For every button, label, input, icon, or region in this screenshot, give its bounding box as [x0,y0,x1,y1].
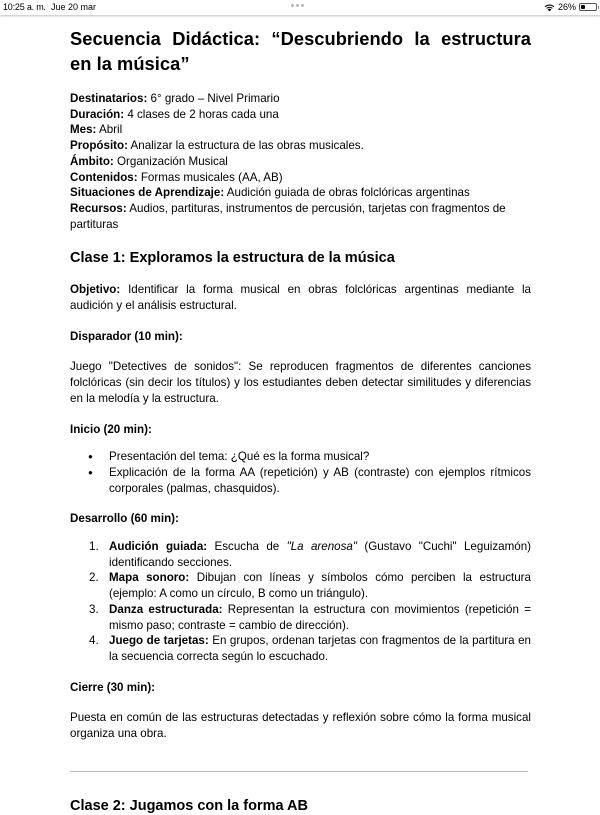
objetivo-paragraph [70,282,531,313]
battery-percent: 26% [557,2,576,12]
meta-mes [70,122,531,138]
list-number: 1. [89,540,99,554]
list-item [89,539,531,570]
meta-ambito [70,154,531,170]
list-item [89,570,531,601]
battery-fill [581,5,585,9]
status-time: 10:25 a. m. [3,2,46,12]
list-number: 3. [89,602,99,616]
list-number: 2. [89,571,99,585]
step-label: Mapa sonoro: [109,571,190,585]
disparador-heading: Disparador (10 min): [70,329,183,343]
meta-contenidos [70,170,531,186]
meta-label: Ámbito: [70,154,114,168]
document-page [70,26,531,815]
cierre-heading: Cierre (30 min): [70,680,156,694]
disparador-text: Juego "Detectives de sonidos": Se reproducen fragmentos de diferentes canciones folclóricas (sin decir los títulos) y los estudiantes deben detectar similitudes y diferencias en la melodía y la estructura. [70,360,531,405]
meta-label: Mes: [70,123,97,137]
meta-value: Analizar la estructura de las obras musicales. [127,139,364,153]
meta-label: Duración: [70,107,125,121]
desarrollo-list [70,539,531,665]
song-title: "La arenosa" [286,540,357,554]
cierre-text: Puesta en común de las estructuras detectadas y reflexión sobre cómo la forma musical organiza una obra. [70,711,531,741]
status-date: Jue 20 mar [51,2,97,12]
meta-recursos [70,201,531,232]
inicio-heading: Inicio (20 min): [70,422,152,436]
list-item [89,633,531,664]
meta-label: Contenidos: [70,170,138,184]
step-text: Dibujan con líneas y símbolos cómo perciben la estructura (ejemplo: A como un círculo, B como un triángulo). [109,571,531,601]
meta-value: Audios, partituras, instrumentos de percusión, tarjetas con fragmentos de partituras [70,201,506,231]
meta-label: Propósito: [70,139,128,153]
wifi-icon [544,3,555,12]
desarrollo-heading: Desarrollo (60 min): [70,512,179,526]
status-bar [0,0,600,15]
meta-situaciones [70,185,531,201]
step-text: Escucha de [207,540,287,554]
list-number: 4. [89,634,99,648]
meta-value: 4 clases de 2 horas cada una [124,107,279,121]
status-indicators [544,2,597,12]
list-item: ● Presentación del tema: ¿Qué es la forma musical? [109,449,531,465]
meta-value: Organización Musical [113,154,228,168]
meta-value: Formas musicales (AA, AB) [137,170,283,184]
battery-icon [579,3,597,11]
step-text: Representan la estructura con movimientos (repetición = mismo paso; contraste = cambio de dirección). [109,602,531,632]
meta-label: Destinatarios: [70,92,148,105]
document-title [70,26,531,76]
meta-value: Abril [96,123,123,137]
meta-proposito [70,138,531,154]
step-label: Danza estructurada: [109,602,223,616]
metadata-block [70,91,531,232]
step-text: En grupos, ordenan tarjetas con fragmentos de la partitura en la secuencia correcta según lo escuchado. [109,634,531,663]
list-item [89,602,531,633]
objetivo-text: Identificar la forma musical en obras folclóricas argentinas mediante la audición y el análisis estructural. [70,283,531,313]
step-label: Juego de tarjetas: [109,634,209,648]
title-line-2: en la música” [70,53,190,74]
meta-label: Situaciones de Aprendizaje: [70,186,225,200]
meta-destinatarios [70,91,531,107]
clase-1-heading: Clase 1: Exploramos la estructura de la música [70,250,395,267]
step-text: (Gustavo "Cuchi" Leguizamón) identificando secciones. [109,540,531,569]
meta-value: Audición guiada de obras folclóricas argentinas [224,186,470,200]
meta-value: 6° grado – Nivel Primario [147,92,280,105]
meta-label: Recursos: [70,201,127,215]
objetivo-label: Objetivo: [70,283,121,297]
list-item: ● Explicación de la forma AA (repetición) y AB (contraste) con ejemplos rítmicos corporales (palmas, chasquidos). [109,465,531,496]
clase-2-heading: Clase 2: Jugamos con la forma AB [70,797,308,814]
section-divider [70,771,528,772]
more-dots-icon[interactable] [291,4,304,7]
title-line-1: Secuencia Didáctica: “Descubriendo la estructura [70,28,531,49]
inicio-list [70,449,531,496]
meta-duracion [70,107,531,123]
step-label: Audición guiada: [109,540,208,554]
